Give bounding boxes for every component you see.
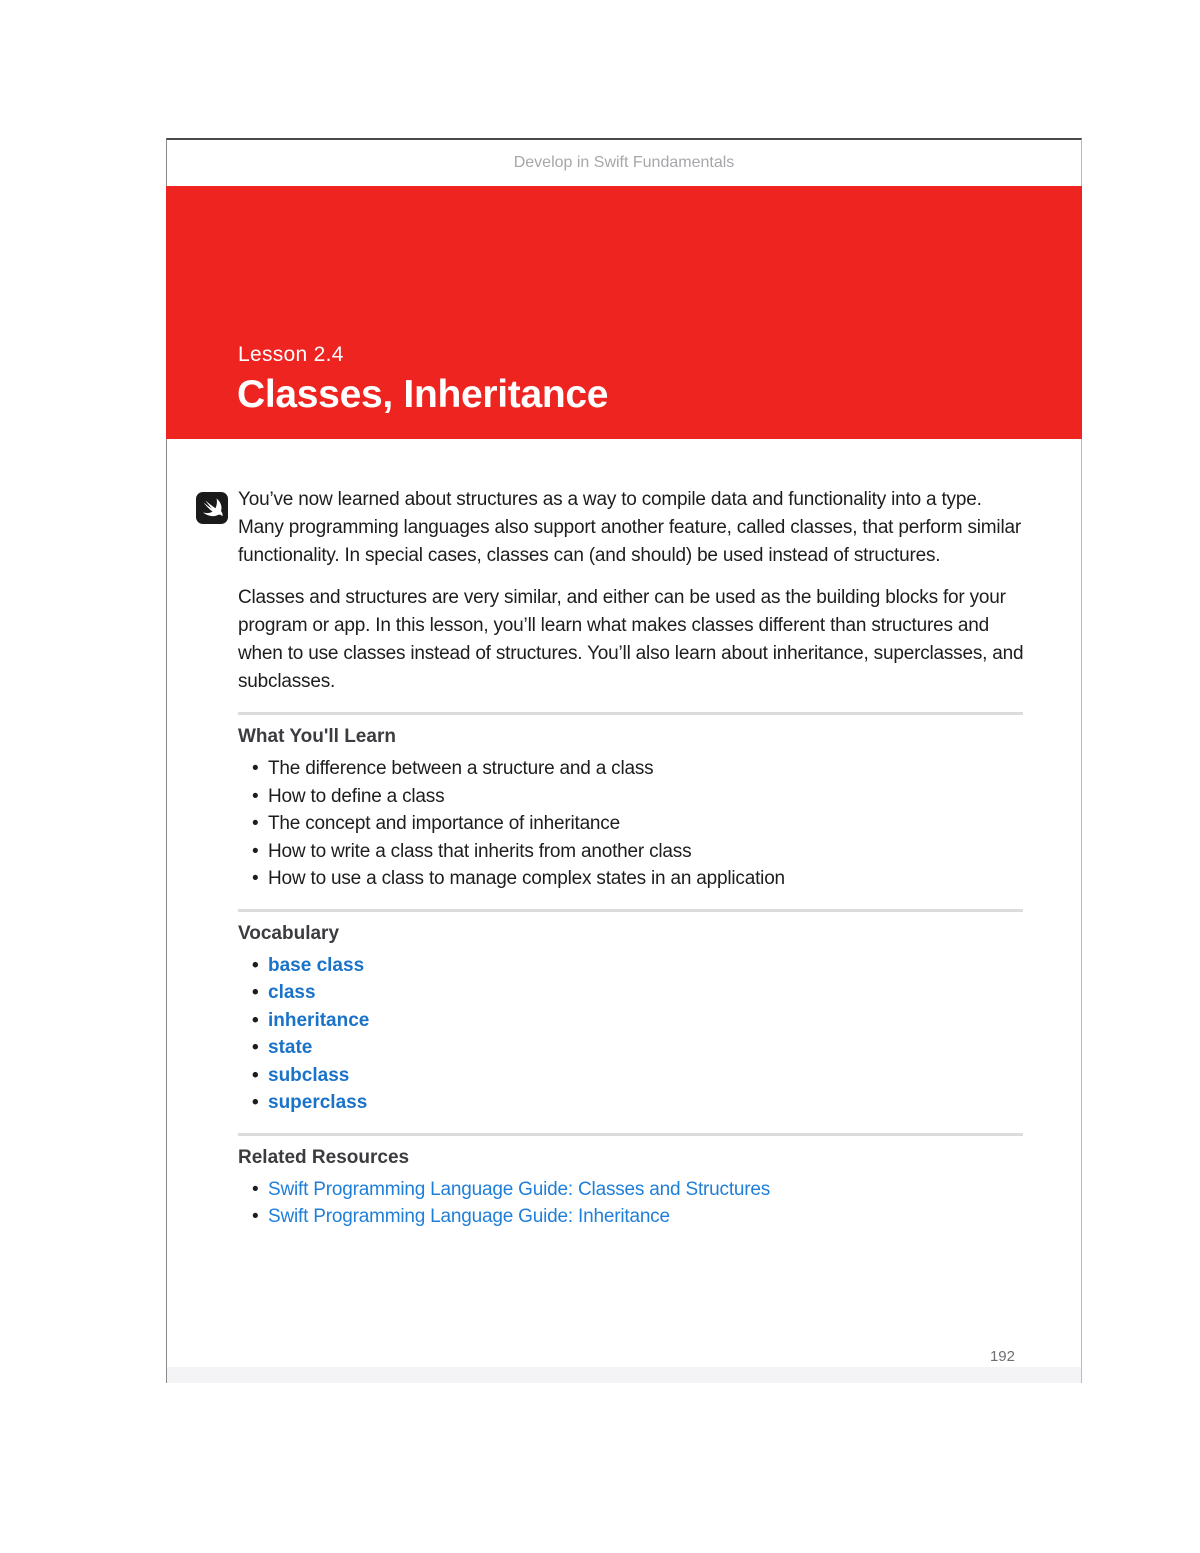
related-resources-heading: Related Resources [238, 1146, 410, 1168]
lesson-banner [166, 186, 1082, 439]
resource-link-classes-and-structures[interactable]: • Swift Programming Language Guide: Classes and Structures [238, 1176, 1023, 1204]
page-footer-strip [167, 1367, 1081, 1383]
list-item: • How to write a class that inherits from another class [238, 838, 1023, 866]
document-page [166, 138, 1082, 1383]
vocabulary-link-superclass[interactable]: • superclass [238, 1089, 1023, 1117]
lesson-content [238, 486, 1028, 1239]
what-youll-learn-section [238, 712, 1023, 893]
lesson-title: Classes, Inheritance [237, 373, 609, 416]
resource-link-inheritance[interactable]: • Swift Programming Language Guide: Inheritance [238, 1203, 1023, 1231]
related-resources-list [238, 1176, 1023, 1231]
running-header: Develop in Swift Fundamentals [513, 154, 735, 171]
list-item: • How to define a class [238, 783, 1023, 811]
list-item: • The difference between a structure and a class [238, 755, 1023, 783]
intro-paragraph-2: Classes and structures are very similar, and either can be used as the building blocks for your program or app. In this lesson, you’ll learn what makes classes different than structures and when to use classes instead of structures. You’ll also learn about inheritance, superclasses, and subclasses. [238, 587, 1024, 692]
what-youll-learn-heading: What You'll Learn [238, 726, 396, 747]
vocabulary-link-state[interactable]: • state [238, 1034, 1023, 1062]
related-resources-section [238, 1133, 1023, 1231]
vocabulary-heading: Vocabulary [238, 922, 340, 944]
list-item: • The concept and importance of inheritance [238, 810, 1023, 838]
swift-logo-glyph [196, 492, 228, 524]
learning-objectives-list [238, 755, 1023, 893]
vocabulary-link-subclass[interactable]: • subclass [238, 1062, 1023, 1090]
vocabulary-section [238, 909, 1023, 1117]
list-item: • How to use a class to manage complex states in an application [238, 865, 1023, 893]
vocabulary-link-class[interactable]: • class [238, 979, 1023, 1007]
lesson-number: Lesson 2.4 [238, 343, 344, 366]
vocabulary-link-base-class[interactable]: • base class [238, 952, 1023, 980]
page-number: 192 [989, 1348, 1015, 1365]
vocabulary-link-inheritance[interactable]: • inheritance [238, 1007, 1023, 1035]
swift-logo-icon [196, 492, 228, 524]
vocabulary-list [238, 952, 1023, 1117]
intro-paragraph-1: You’ve now learned about structures as a way to compile data and functionality into a type. Many programming languages also support another feature, called classes, that perform similar functionality. In special cases, classes can (and should) be used instead of structures. [238, 489, 1021, 566]
